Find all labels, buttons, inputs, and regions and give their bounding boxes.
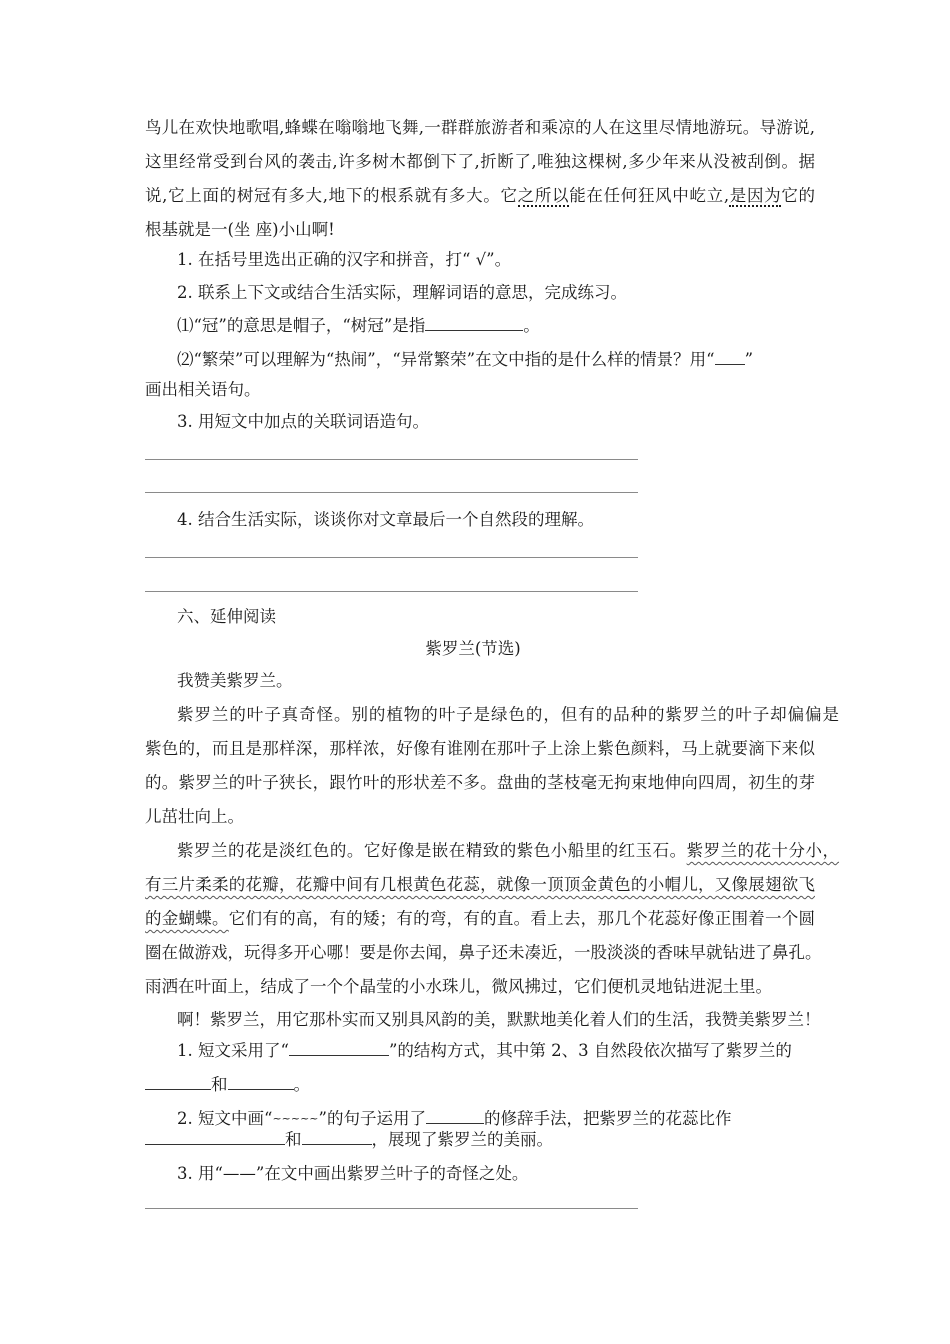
reading-p3-line-2 (145, 874, 815, 896)
q6-2-cont (145, 1129, 815, 1151)
q5-2-2-cont: 画出相关语句。 (145, 380, 261, 399)
q5-2-2-quote: ” (744, 350, 753, 369)
dotted-connective-2: 是因为 (729, 186, 782, 205)
reading-p2-line-4: 儿茁壮向上。 (145, 807, 244, 826)
q5-2-1-end: 。 (523, 316, 540, 335)
passage-text: 它的 (781, 186, 816, 205)
reading-p4: 啊！紫罗兰，用它那朴实而又别具风韵的美，默默地美化着人们的生活，我赞美紫罗兰！ (177, 1010, 821, 1029)
q6-2-and: 和 (285, 1130, 302, 1149)
passage-text: 说,它上面的树冠有多大,地下的根系就有多大。它 (145, 186, 518, 205)
reading-p3-line-3 (145, 908, 815, 930)
answer-line-2[interactable] (145, 492, 638, 493)
fill-blank-7[interactable] (145, 1130, 285, 1145)
fill-blank-6[interactable] (426, 1109, 484, 1124)
q6-2-end: ，展现了紫罗兰的美丽。 (371, 1130, 553, 1149)
q6-1-text-2: ”的结构方式，其中第 2、3 自然段依次描写了紫罗兰的 (388, 1041, 792, 1060)
answer-line-4[interactable] (145, 591, 638, 592)
q5-3: 3. 用短文中加点的关联词语造句。 (177, 412, 429, 431)
section-6-heading: 六、延伸阅读 (177, 607, 276, 626)
reading-p2-line-1: 紫罗兰的叶子真奇怪。别的植物的叶子是绿色的，但有的品种的紫罗兰的叶子却偏偏是 (177, 705, 839, 724)
q6-1-cont (145, 1074, 815, 1096)
reading-p2-line-2: 紫色的，而且是那样深，那样浓，好像有谁刚在那叶子上涂上紫色颜料，马上就要滴下来似 (145, 739, 815, 758)
reading-p3-line-5: 雨洒在叶面上，结成了一个个晶莹的小水珠儿，微风拂过，它们便机灵地钻进泥土里。 (145, 977, 772, 996)
q5-2-1-text: ⑴“冠”的意思是帽子，“树冠”是指 (177, 316, 426, 335)
q5-2: 2. 联系上下文或结合生活实际，理解词语的意思，完成练习。 (177, 283, 627, 302)
wavy-line-symbol: ~~~~~ (272, 1112, 319, 1125)
q6-1-and: 和 (211, 1075, 228, 1094)
fill-blank-2[interactable] (715, 350, 745, 365)
q6-2-text-2: ”的句子运用了 (318, 1109, 426, 1128)
fill-blank-4[interactable] (145, 1075, 211, 1090)
answer-line-1[interactable] (145, 459, 638, 460)
q5-2-2 (177, 349, 817, 371)
wavy-underlined-sentence: 有三片柔柔的花瓣，花瓣中间有几根黄色花蕊，就像一顶顶金黄色的小帽儿，又像展翅欲飞 (145, 875, 815, 894)
reading-title: 紫罗兰(节选) (425, 639, 521, 658)
q6-2 (177, 1108, 817, 1130)
q6-1-text: 1. 短文采用了“ (177, 1041, 289, 1060)
wavy-underlined-sentence: 紫罗兰的花十分小， (686, 841, 840, 860)
passage-line-3 (145, 185, 815, 207)
q5-1: 1. 在括号里选出正确的汉字和拼音，打“ √”。 (177, 250, 512, 269)
q5-2-1 (177, 315, 817, 337)
passage-text: 能在任何狂风中屹立, (569, 186, 730, 205)
passage-line-2: 这里经常受到台风的袭击,许多树木都倒下了,折断了,唯独这棵树,多少年来从没被刮倒。据 (145, 152, 815, 171)
passage-line-4: 根基就是一(坐 座)小山啊! (145, 220, 335, 239)
reading-p2-line-3: 的。紫罗兰的叶子狭长，跟竹叶的形状差不多。盘曲的茎枝毫无拘束地伸向四周，初生的芽 (145, 773, 815, 792)
q5-4: 4. 结合生活实际，谈谈你对文章最后一个自然段的理解。 (177, 510, 594, 529)
fill-blank-5[interactable] (228, 1075, 294, 1090)
reading-text: 它们有的高，有的矮；有的弯，有的直。看上去，那几个花蕊好像正围着一个圆 (228, 909, 816, 928)
answer-line-5[interactable] (145, 1208, 638, 1209)
q5-2-2-text: ⑵“繁荣”可以理解为“热闹”，“异常繁荣”在文中指的是什么样的情景？用“ (177, 350, 715, 369)
q6-1-end: 。 (293, 1075, 310, 1094)
reading-p3-line-1 (177, 840, 839, 862)
q6-2-text-3: 的修辞手法，把紫罗兰的花蕊比作 (483, 1109, 732, 1128)
wavy-underlined-sentence: 的金蝴蝶。 (145, 909, 229, 928)
reading-p1: 我赞美紫罗兰。 (177, 671, 293, 690)
reading-p3-line-4: 圈在做游戏，玩得多开心哪！要是你去闻，鼻子还未凑近，一股淡淡的香味早就钻进了鼻孔。 (145, 943, 822, 962)
dotted-connective-1: 之所以 (517, 186, 570, 205)
fill-blank-3[interactable] (289, 1041, 389, 1056)
answer-line-3[interactable] (145, 557, 638, 558)
passage-line-1: 鸟儿在欢快地歌唱,蜂蝶在嗡嗡地飞舞,一群群旅游者和乘凉的人在这里尽情地游玩。导游说, (145, 118, 815, 137)
q6-1 (177, 1040, 817, 1062)
fill-blank-8[interactable] (302, 1130, 372, 1145)
fill-blank-1[interactable] (425, 316, 523, 331)
reading-text: 紫罗兰的花是淡红色的。它好像是嵌在精致的紫色小船里的红玉石。 (177, 841, 687, 860)
q6-3: 3. 用“——”在文中画出紫罗兰叶子的奇怪之处。 (177, 1164, 529, 1183)
q6-2-text: 2. 短文中画“ (177, 1109, 273, 1128)
